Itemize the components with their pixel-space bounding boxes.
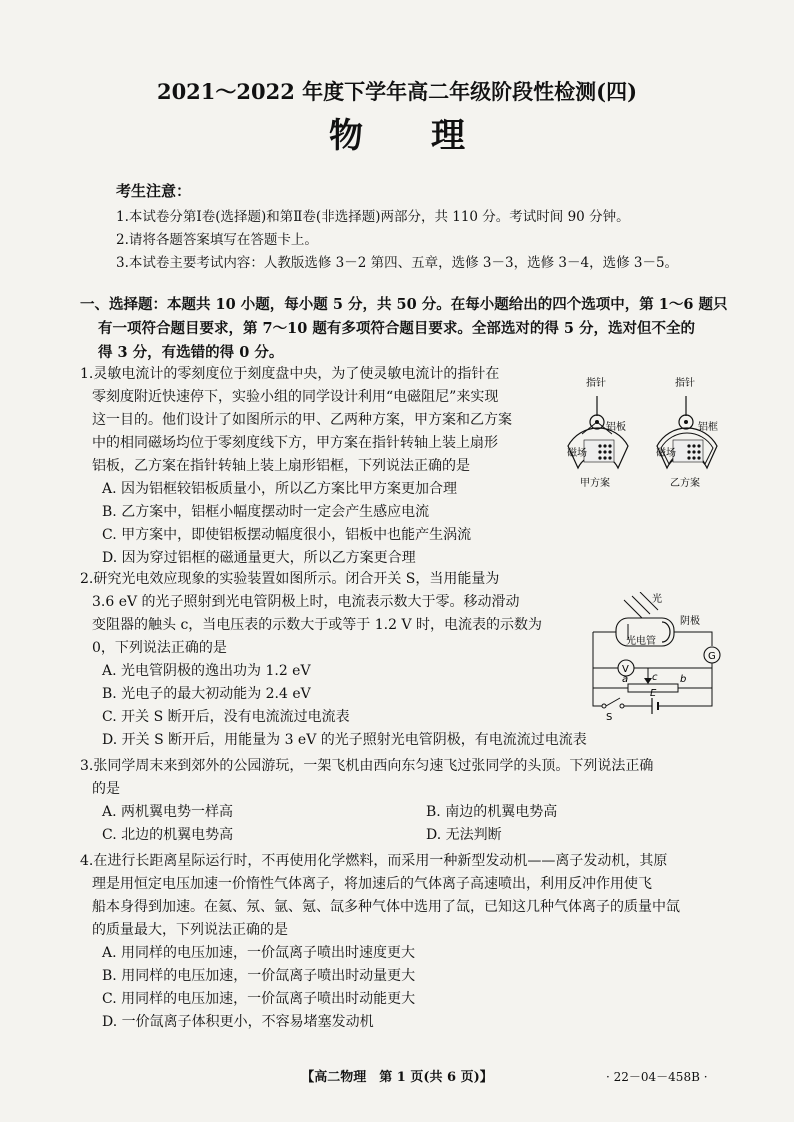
question-4 (80, 850, 680, 1034)
q1-line: 1.灵敏电流计的零刻度位于刻度盘中央，为了使灵敏电流计的指针在 (80, 366, 500, 382)
exam-title: 2021～2022 年度下学年高二年级阶段性检测(四) (156, 79, 638, 104)
q1-figure (560, 368, 730, 492)
section-line-3: 得 3 分，有选错的得 0 分。 (98, 344, 284, 361)
q3-line: 的是 (92, 781, 120, 797)
q2-line: 2.研究光电效应现象的实验装置如图所示。闭合开关 S，当用能量为 (80, 571, 500, 587)
terminal-b: b (680, 674, 687, 685)
q2-option-c: C. 开关 S 断开后，没有电流流过电流表 (102, 709, 350, 725)
q2-line: 0，下列说法正确的是 (92, 640, 227, 656)
q1-line: 零刻度附近快速停下，实验小组的同学设计利用“电磁阻尼”来实现 (92, 389, 499, 405)
q2-option-a: A. 光电管阴极的逸出功为 1.2 eV (102, 663, 311, 679)
cathode-label: 阴极 (680, 616, 700, 627)
q4-line: 4.在进行长距离星际运行时，不再使用化学燃料，而采用一种新型发动机——离子发动机，其原 (80, 853, 668, 869)
q2-figure (588, 592, 728, 722)
field-label-right: 磁场 (656, 448, 676, 459)
q3-option-d: D. 无法判断 (426, 827, 502, 843)
q4-option-a: A. 用同样的电压加速，一价氙离子喷出时速度更大 (102, 945, 416, 961)
q4-option-d: D. 一价氙离子体积更小，不容易堵塞发动机 (102, 1014, 374, 1030)
q3-line: 3.张同学周末来到郊外的公园游玩，一架飞机由西向东匀速飞过张同学的头顶。下列说法正确 (80, 758, 654, 774)
notice-item-2: 2.请将各题答案填写在答题卡上。 (116, 232, 318, 248)
subject-char-2: 理 (431, 116, 465, 156)
plate-label: 铝板 (606, 422, 626, 433)
q4-option-b: B. 用同样的电压加速，一价氙离子喷出时动量更大 (102, 968, 416, 984)
notice-item-1: 1.本试卷分第Ⅰ卷(选择题)和第Ⅱ卷(非选择题)两部分，共 110 分。考试时间 90 分钟。 (116, 209, 630, 225)
subject-char-1: 物 (329, 116, 363, 156)
q4-line: 理是用恒定电压加速一价惰性气体离子，将加速后的气体离子高速喷出，利用反冲作用使飞 (92, 876, 652, 892)
q1-option-c: C. 甲方案中，即使铝板摆动幅度很小，铝板中也能产生涡流 (102, 527, 472, 543)
pointer-label-right: 指针 (675, 378, 695, 389)
voltmeter-label: V (622, 664, 629, 675)
caption-right: 乙方案 (670, 478, 700, 489)
q1-option-a: A. 因为铝框较铝板质量小，所以乙方案比甲方案更加合理 (102, 481, 458, 497)
frame-label: 铝框 (698, 422, 718, 433)
section-instructions (80, 293, 728, 365)
light-label: 光 (652, 594, 662, 605)
notice-item-3: 3.本试卷主要考试内容：人教版选修 3－2 第四、五章，选修 3－3，选修 3－4，选修 3－5。 (116, 255, 679, 271)
q2-line: 变阻器的触头 c，当电压表的示数大于或等于 1.2 V 时，电流表的示数为 (92, 617, 543, 633)
terminal-c: c (652, 672, 658, 683)
q2-line: 3.6 eV 的光子照射到光电管阴极上时，电流表示数大于零。移动滑动 (92, 594, 520, 610)
section-line-2: 有一项符合题目要求，第 7～10 题有多项符合题目要求。全部选对的得 5 分，选对但不全的 (98, 320, 696, 337)
q4-option-c: C. 用同样的电压加速，一价氙离子喷出时动能更大 (102, 991, 416, 1007)
section-line-1: 一、选择题：本题共 10 小题，每小题 5 分，共 50 分。在每小题给出的四个选项中，第 1～6 题只 (80, 296, 728, 313)
paper-code: · 22－04－458B · (606, 1070, 708, 1084)
page-footer: 【高二物理 第 1 页(共 6 页)】 (301, 1070, 493, 1085)
q1-option-b: B. 乙方案中，铝框小幅度摆动时一定会产生感应电流 (102, 504, 430, 520)
notice-heading: 考生注意： (116, 182, 192, 200)
question-1 (80, 363, 512, 570)
q1-line: 这一目的。他们设计了如图所示的甲、乙两种方案，甲方案和乙方案 (92, 412, 512, 428)
caption-left: 甲方案 (580, 478, 610, 489)
q4-line: 船本身得到加速。在氦、氖、氩、氪、氙多种气体中选用了氙，已知这几种气体离子的质量中氙 (92, 899, 680, 915)
q1-option-d: D. 因为穿过铝框的磁通量更大，所以乙方案更合理 (102, 550, 416, 566)
ammeter-label: G (708, 651, 716, 662)
q2-option-d: D. 开关 S 断开后，用能量为 3 eV 的光子照射光电管阴极，有电流流过电流表 (102, 732, 587, 748)
q1-line: 铝板，乙方案在指针转轴上装上扇形铝框，下列说法正确的是 (92, 458, 470, 474)
tube-label: 光电管 (626, 636, 656, 647)
question-3 (80, 755, 653, 801)
terminal-a: a (622, 674, 629, 685)
emf-label: E (650, 688, 657, 699)
q3-option-a: A. 两机翼电势一样高 (102, 804, 234, 820)
subject-title (0, 108, 794, 157)
q2-option-b: B. 光电子的最大初动能为 2.4 eV (102, 686, 311, 702)
q4-line: 的质量最大，下列说法正确的是 (92, 922, 288, 938)
question-2 (80, 568, 587, 752)
q3-option-c: C. 北边的机翼电势高 (102, 827, 234, 843)
q3-option-b: B. 南边的机翼电势高 (426, 804, 558, 820)
field-label-left: 磁场 (567, 448, 587, 459)
switch-label: S (606, 712, 613, 722)
pointer-label-left: 指针 (586, 378, 606, 389)
q1-line: 中的相同磁场均位于零刻度线下方，甲方案在指针转轴上装上扇形 (92, 435, 498, 451)
